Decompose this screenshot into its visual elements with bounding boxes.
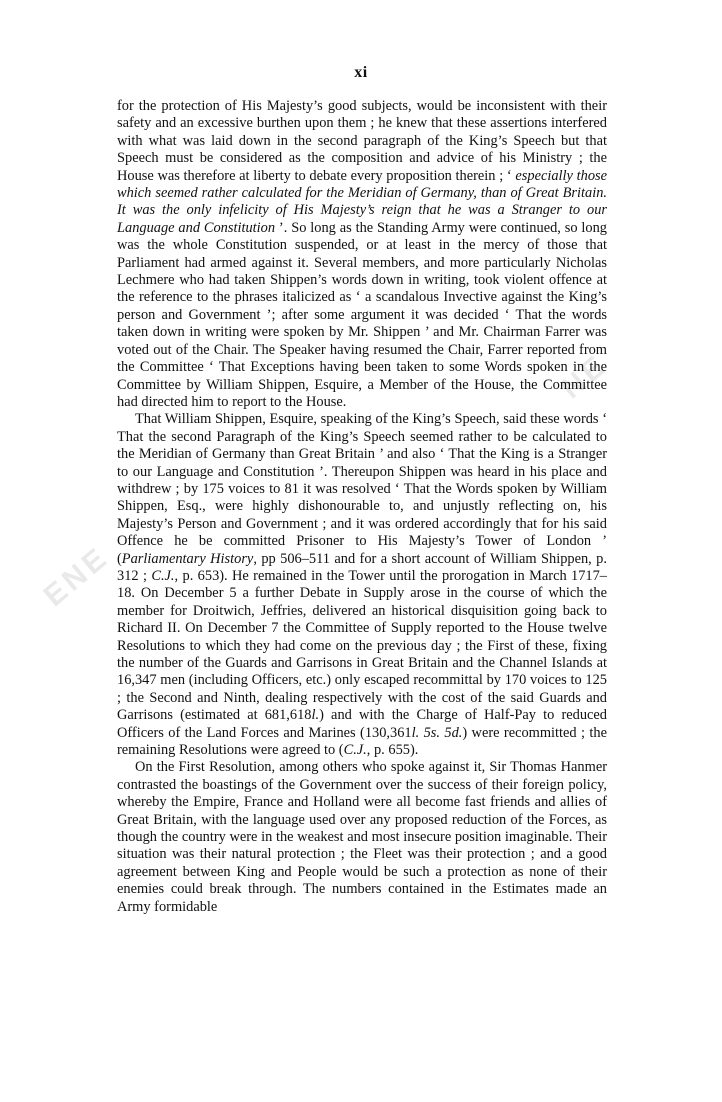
paragraph-2-italic-2: C.J. [151, 567, 175, 584]
paragraph-2-text-a: That William Shippen, Esquire, speaking of the King’s Speech, said these words ‘ That the second Paragraph of the King’s Speech seemed rather to be calculated to the Meridian of Germany than Great Britain ’ and also ‘ That the King is a Stranger to our Language and Constitution ’. Thereupon Shippen was heard in his place and withdrew ; by 175 voices to 81 it was resolved ‘ That the Words spoken by William Shippen, Esq., were highly dishonourable to, and unjustly reflecting on, his Majesty’s Person and Government ; and it was ordered accordingly that for his said Offence he be committed Prisoner to His Majesty’s Tower of London ’ ( [117, 411, 607, 567]
page-number: xi [354, 64, 368, 81]
paragraph-1-text-b: ’. So long as the Standing Army were continued, so long was the whole Constitution suspended, or at least in the mercy of those that Parliament had armed against it. Several members, and more particularly Nicholas Lechmere who had taken Shippen’s words down in writing, took violent offence at the reference to the phrases italicized as ‘ a scandalous Invective against the King’s person and Government ’; after some argument it was decided ‘ That the words taken down in writing were spoken by Mr. Shippen ’ and Mr. Chairman Farrer was voted out of the Chair. The Speaker having resumed the Chair, Farrer reported from the Committee ‘ That Exceptions having been taken to some Words spoken in the Committee by William Shippen, Esquire, a Member of the House, the Committee had directed him to report to the House. [117, 219, 607, 410]
paragraph-2-italic-5: C.J. [343, 742, 367, 759]
watermark-left: ENE [37, 540, 116, 613]
paragraph-1-italic-quote: especially those which seemed rather calculated for the Meridian of Germany, than of Great Britain. It was the only infelicity of His Majesty’s reign that he was a Stranger to our Language and Constitution [117, 167, 607, 236]
paragraph-3: On the First Resolution, among others who spoke against it, Sir Thomas Hanmer contrasted the boastings of the Government over the success of their foreign policy, whereby the Empire, France and Holland were all become fast friends and allies of Great Britain, with the language used over any proposed reduction of the Forces, as though the country were in the weakest and most insecure position imaginable. Their situation was their natural protection ; the Fleet was their protection ; and a good agreement between King and People would be such a protection as none of their enemies could break through. The numbers contained in the Estimates made an Army formidable [117, 759, 607, 915]
paragraph-2-italic-3: l. [311, 707, 320, 724]
paragraph-2-italic-1: Parliamentary History [121, 550, 254, 567]
body-text [117, 98, 607, 916]
paragraph-1 [117, 98, 607, 411]
paragraph-2-text-b: , pp 506–511 and for a short account of William Shippen, p. 312 ; [117, 550, 607, 584]
paragraph-2-text-e: ) were recommitted ; the remaining Resolutions were agreed to ( [117, 724, 607, 759]
paragraph-2-text-c: , p. 653). He remained in the Tower until the prorogation in March 1717–18. On December 5 a further Debate in Supply arose in the course of which the member for Droitwich, Jeffries, delivered an historical disquisition going back to Richard II. On December 7 the Committee of Supply reported to the House twelve Resolutions to which they had come on the previous day ; the First of these, fixing the number of the Guards and Garrisons in Great Britain and the Channel Islands at 16,347 men (including Officers, etc.) only escaped recommittal by 170 voices to 125 ; the Second and Ninth, dealing respectively with the cost of the said Guards and Garrisons (estimated at 681,618 [117, 567, 607, 724]
paragraph-2 [117, 411, 607, 759]
watermark-right: NE [554, 348, 615, 406]
paragraph-2-text-d: ) and with the Charge of Half-Pay to reduced Officers of the Land Forces and Marines (130,361 [117, 707, 607, 741]
paragraph-2-italic-4: l. 5s. 5d. [411, 724, 463, 741]
paragraph-2-text-f: , p. 655). [366, 742, 419, 759]
paragraph-1-text-a: for the protection of His Majesty’s good subjects, would be inconsistent with their safety and an excessive burthen upon them ; he knew that these assertions interfered with what was laid down in the second paragraph of the King’s Speech but that Speech must be considered as the composition and advice of his Ministry ; the House was therefore at liberty to debate every proposition therein ; ‘ [117, 98, 607, 184]
